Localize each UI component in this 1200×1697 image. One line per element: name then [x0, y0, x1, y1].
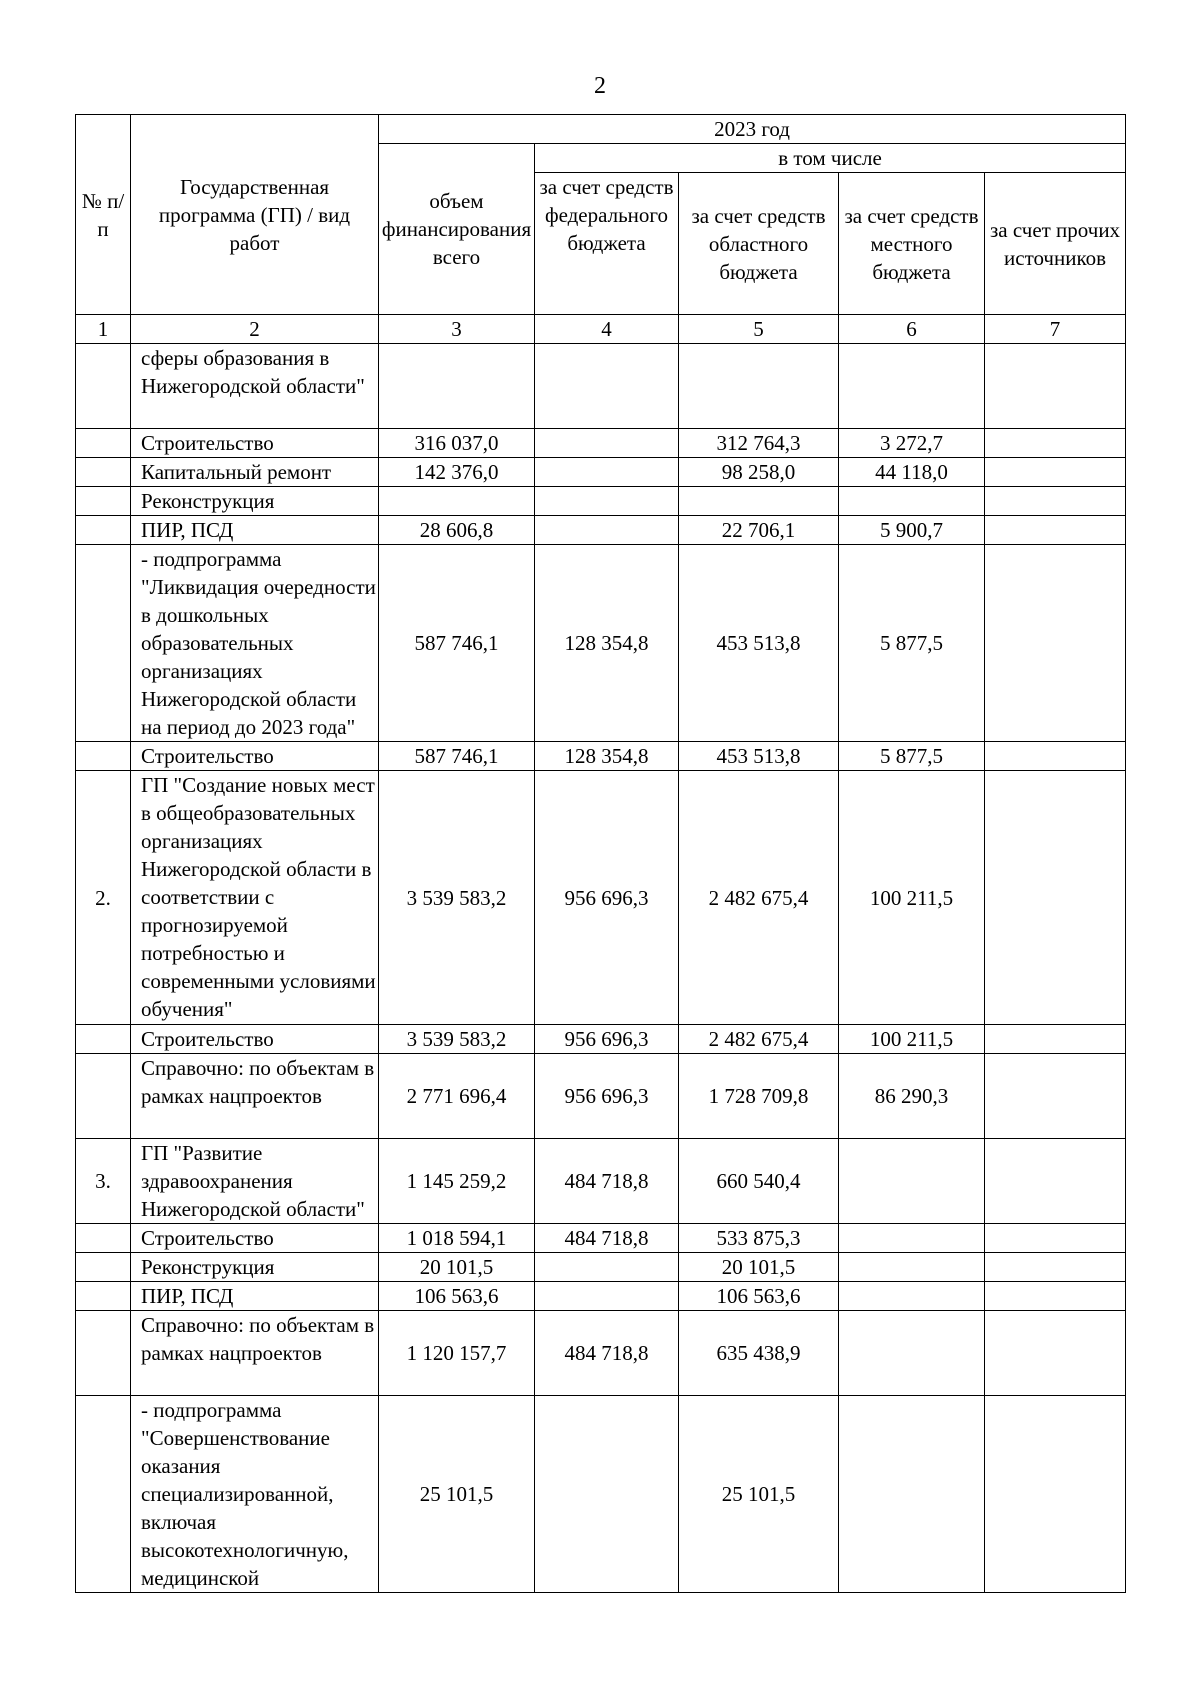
table-row [76, 487, 1126, 516]
row-other [985, 742, 1126, 771]
row-num: 3. [76, 1139, 131, 1224]
row-name: Справочно: по объектам в рамках нацпроектов [131, 1054, 379, 1139]
header-year: 2023 год [379, 115, 1126, 144]
row-other [985, 1139, 1126, 1224]
row-regional: 98 258,0 [679, 458, 839, 487]
row-federal: 484 718,8 [535, 1224, 679, 1253]
row-local [839, 1311, 985, 1396]
header-col-regional: за счет средств областного бюджета [679, 173, 839, 315]
row-total: 1 120 157,7 [379, 1311, 535, 1396]
row-local: 3 272,7 [839, 429, 985, 458]
row-num [76, 1025, 131, 1054]
row-num [76, 545, 131, 742]
row-num [76, 1396, 131, 1593]
column-number: 6 [839, 315, 985, 344]
row-other [985, 1054, 1126, 1139]
row-total: 587 746,1 [379, 545, 535, 742]
row-local: 5 900,7 [839, 516, 985, 545]
row-total: 20 101,5 [379, 1253, 535, 1282]
row-other [985, 1224, 1126, 1253]
header-row-1 [76, 115, 1126, 144]
row-regional [679, 344, 839, 429]
header-col-local: за счет средств местного бюджета [839, 173, 985, 315]
budget-table [75, 114, 1126, 1593]
table-row [76, 742, 1126, 771]
row-local: 100 211,5 [839, 771, 985, 1025]
row-name: ПИР, ПСД [131, 516, 379, 545]
table-row [76, 516, 1126, 545]
table-row [76, 1054, 1126, 1139]
row-other [985, 545, 1126, 742]
row-name: - подпрограмма "Ликвидация очередности в дошкольных образовательных организациях Нижегородской области на период до 2023 года" [131, 545, 379, 742]
row-total: 587 746,1 [379, 742, 535, 771]
row-name: Реконструкция [131, 1253, 379, 1282]
table-row [76, 344, 1126, 429]
column-numbers-row [76, 315, 1126, 344]
row-regional: 312 764,3 [679, 429, 839, 458]
row-other [985, 1253, 1126, 1282]
row-regional: 22 706,1 [679, 516, 839, 545]
table-row [76, 545, 1126, 742]
table-row [76, 771, 1126, 1025]
row-local [839, 344, 985, 429]
row-total [379, 344, 535, 429]
table-row [76, 1224, 1126, 1253]
row-name: сферы образования в Нижегородской области" [131, 344, 379, 429]
row-federal: 956 696,3 [535, 771, 679, 1025]
row-other [985, 516, 1126, 545]
header-col-program: Государственная программа (ГП) / вид работ [131, 115, 379, 315]
row-federal: 484 718,8 [535, 1311, 679, 1396]
row-federal: 484 718,8 [535, 1139, 679, 1224]
header-col-other: за счет прочих источников [985, 173, 1126, 315]
row-name: - подпрограмма "Совершенствование оказания специализированной, включая высокотехнологичную, медицинской [131, 1396, 379, 1593]
row-name: Строительство [131, 1025, 379, 1054]
row-name: Реконструкция [131, 487, 379, 516]
row-regional [679, 487, 839, 516]
table-row [76, 1253, 1126, 1282]
row-regional: 453 513,8 [679, 545, 839, 742]
row-regional: 25 101,5 [679, 1396, 839, 1593]
row-regional: 635 438,9 [679, 1311, 839, 1396]
table-row [76, 429, 1126, 458]
row-total: 3 539 583,2 [379, 771, 535, 1025]
row-regional: 1 728 709,8 [679, 1054, 839, 1139]
row-total: 106 563,6 [379, 1282, 535, 1311]
page-number: 2 [594, 73, 606, 99]
row-num [76, 742, 131, 771]
row-num [76, 344, 131, 429]
row-local [839, 1139, 985, 1224]
row-num [76, 1282, 131, 1311]
row-other [985, 458, 1126, 487]
row-local: 100 211,5 [839, 1025, 985, 1054]
row-name: Строительство [131, 429, 379, 458]
row-name: ГП "Развитие здравоохранения Нижегородской области" [131, 1139, 379, 1224]
row-total: 142 376,0 [379, 458, 535, 487]
table-row [76, 1139, 1126, 1224]
row-regional: 106 563,6 [679, 1282, 839, 1311]
row-total: 1 018 594,1 [379, 1224, 535, 1253]
row-federal [535, 429, 679, 458]
row-local [839, 487, 985, 516]
row-num [76, 1054, 131, 1139]
header-col-federal: за счет средств федерального бюджета [535, 173, 679, 315]
row-other [985, 429, 1126, 458]
table-row [76, 1311, 1126, 1396]
row-regional: 660 540,4 [679, 1139, 839, 1224]
table-row [76, 458, 1126, 487]
table-row [76, 1396, 1126, 1593]
header-col-num: № п/п [76, 115, 131, 315]
row-num: 2. [76, 771, 131, 1025]
row-total: 28 606,8 [379, 516, 535, 545]
row-num [76, 429, 131, 458]
row-federal: 128 354,8 [535, 545, 679, 742]
table-row [76, 1282, 1126, 1311]
row-total: 25 101,5 [379, 1396, 535, 1593]
row-federal: 956 696,3 [535, 1054, 679, 1139]
row-total: 316 037,0 [379, 429, 535, 458]
row-name: Справочно: по объектам в рамках нацпроектов [131, 1311, 379, 1396]
row-total: 3 539 583,2 [379, 1025, 535, 1054]
row-federal [535, 516, 679, 545]
row-local [839, 1253, 985, 1282]
row-local [839, 1396, 985, 1593]
row-federal: 956 696,3 [535, 1025, 679, 1054]
row-total: 1 145 259,2 [379, 1139, 535, 1224]
row-name: Строительство [131, 1224, 379, 1253]
column-number: 7 [985, 315, 1126, 344]
column-number: 5 [679, 315, 839, 344]
row-regional: 20 101,5 [679, 1253, 839, 1282]
row-federal [535, 487, 679, 516]
row-regional: 2 482 675,4 [679, 1025, 839, 1054]
row-name: Капитальный ремонт [131, 458, 379, 487]
row-federal [535, 1253, 679, 1282]
row-other [985, 344, 1126, 429]
row-other [985, 1311, 1126, 1396]
row-total [379, 487, 535, 516]
row-local [839, 1282, 985, 1311]
table-row [76, 1025, 1126, 1054]
row-other [985, 1025, 1126, 1054]
column-number: 3 [379, 315, 535, 344]
row-local [839, 1224, 985, 1253]
row-local: 44 118,0 [839, 458, 985, 487]
header-including: в том числе [535, 144, 1126, 173]
row-num [76, 1224, 131, 1253]
row-name: ПИР, ПСД [131, 1282, 379, 1311]
row-federal [535, 1396, 679, 1593]
row-federal: 128 354,8 [535, 742, 679, 771]
row-local: 5 877,5 [839, 545, 985, 742]
row-local: 86 290,3 [839, 1054, 985, 1139]
row-num [76, 487, 131, 516]
row-other [985, 771, 1126, 1025]
row-other [985, 487, 1126, 516]
column-number: 2 [131, 315, 379, 344]
row-regional: 453 513,8 [679, 742, 839, 771]
row-regional: 533 875,3 [679, 1224, 839, 1253]
row-num [76, 1311, 131, 1396]
row-total: 2 771 696,4 [379, 1054, 535, 1139]
header-col-total: объем финансирования всего [379, 144, 535, 315]
row-regional: 2 482 675,4 [679, 771, 839, 1025]
row-federal [535, 344, 679, 429]
row-federal [535, 1282, 679, 1311]
row-local: 5 877,5 [839, 742, 985, 771]
column-number: 4 [535, 315, 679, 344]
row-num [76, 458, 131, 487]
row-federal [535, 458, 679, 487]
row-name: ГП "Создание новых мест в общеобразовательных организациях Нижегородской области в соответствии с прогнозируемой потребностью и современными условиями обучения" [131, 771, 379, 1025]
row-other [985, 1282, 1126, 1311]
row-num [76, 1253, 131, 1282]
row-num [76, 516, 131, 545]
row-name: Строительство [131, 742, 379, 771]
column-number: 1 [76, 315, 131, 344]
row-other [985, 1396, 1126, 1593]
